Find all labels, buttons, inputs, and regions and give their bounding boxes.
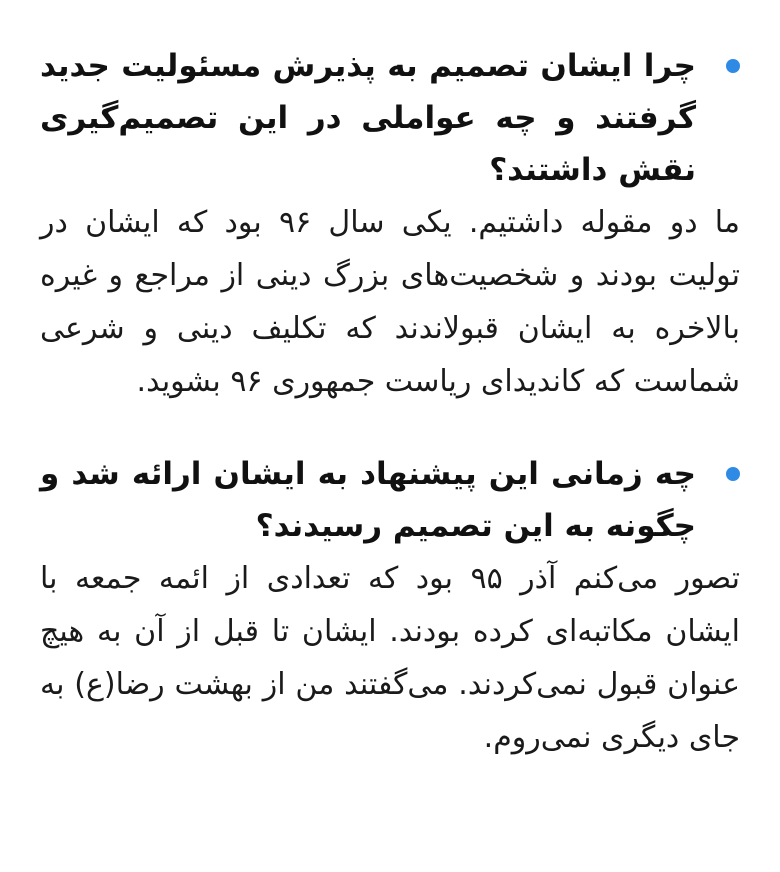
qa-block-1 (40, 40, 740, 408)
question-2-text: چه زمانی این پیشنهاد به ایشان ارائه شد و چگونه به این تصمیم رسیدند؟ (40, 456, 696, 544)
question-1 (40, 40, 740, 196)
bullet-dot-icon (726, 467, 740, 481)
question-2 (40, 448, 740, 552)
answer-2: تصور می‌کنم آذر ۹۵ بود که تعدادی از ائمه جمعه با ایشان مکاتبه‌ای کرده بودند. ایشان تا قبل از آن به هیچ عنوان قبول نمی‌کردند. می‌گفتند من از بهشت رضا(ع) به جای دیگری نمی‌روم. (40, 561, 740, 755)
answer-1: ما دو مقوله داشتیم. یکی سال ۹۶ بود که ایشان در تولیت بودند و شخصیت‌های بزرگ دینی از مراجع و غیره بالاخره به ایشان قبولاندند که تکلیف دینی و شرعی شماست که کاندیدای ریاست جمهوری ۹۶ بشوید. (40, 205, 740, 399)
bullet-dot-icon (726, 59, 740, 73)
question-1-text: چرا ایشان تصمیم به پذیرش مسئولیت جدید گرفتند و چه عواملی در این تصمیم‌گیری نقش داشتند؟ (40, 48, 696, 188)
qa-block-2 (40, 448, 740, 764)
article-body (40, 40, 740, 804)
